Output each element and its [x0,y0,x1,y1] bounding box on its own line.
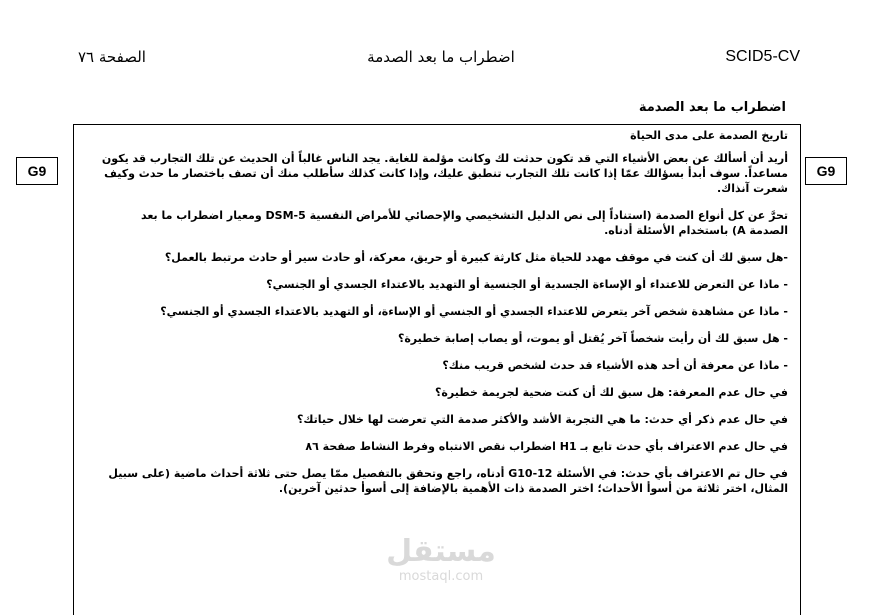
if-none-mentioned: في حال عدم ذكر أي حدث: ما هي التجربة الأشد والأكثر صدمة التي تعرضت لها خلال حياتك؟ [296,413,788,426]
question-5: - ماذا عن معرفة أن أحد هذه الأشياء قد حدث لشخص قريب منك؟ [442,359,788,372]
watermark-arabic: مستقل [386,534,496,569]
question-4: - هل سبق لك أن رأيت شخصاً آخر يُقتل أو يموت، أو يصاب إصابة خطيرة؟ [397,332,788,345]
header-doc-code: SCID5-CV [725,48,800,65]
code-box-left: G9 [16,157,58,185]
code-box-right: G9 [805,157,847,185]
subtitle: تاريخ الصدمة على مدى الحياة [630,129,788,142]
watermark-latin: mostaql.com [398,569,484,584]
question-2: - ماذا عن التعرض للاعتداء أو الإساءة الجسدية أو الجنسية أو التهديد بالاعتداء الجسدي أو الجنسي؟ [266,278,788,291]
if-unknown: في حال عدم المعرفة: هل سبق لك أن كنت ضحية لجريمة خطيرة؟ [435,386,788,399]
question-1: -هل سبق لك أن كنت في موقف مهدد للحياة مثل كارثة كبيرة أو حريق، معركة، أو حادث سير أو حادث مرتبط بالعمل؟ [164,251,788,264]
intro-paragraph: أريد أن أسألك عن بعض الأشياء التي قد تكون حدثت لك وكانت مؤلمة للغاية. يجد الناس غالباً أن الحديث عن تلك التجارب قد يكون مساعداً. سوف أبدأ بسؤالك عمّا إذا كانت تلك التجارب تنطبق عليك، وإذا كانت كذلك سأطلب منك أن تصف باختصار ما حدث وكيف شعرت آنذاك. [101,152,788,195]
watermark-logo [376,535,506,584]
section-title: اضطراب ما بعد الصدمة [638,100,786,115]
question-content [100,128,788,508]
if-event-admitted: في حال تم الاعتراف بأي حدث: في الأسئلة G10-12 أدناه، راجع وتحقق بالتفصيل ممّا يصل حتى ثلاثة أحداث ماضية (على سبيل المثال، اختر ثلاثة من أسوأ الأحداث؛ اختر الصدمة ذات الأهمية بالإضافة إلى أسوأ حدثين آخرين). [108,467,788,495]
if-no-event: في حال عدم الاعتراف بأي حدث تابع بـ H1 اضطراب نقص الانتباه وفرط النشاط صفحة ٨٦ [305,440,788,453]
header-title: اضطراب ما بعد الصدمة [367,48,515,66]
instruction-paragraph: تحرَّ عن كل أنواع الصدمة (استناداً إلى نص الدليل التشخيصي والإحصائي للأمراض النفسية DSM-5 ومعيار اضطراب ما بعد الصدمة A) باستخدام الأسئلة أدناه. [140,209,788,237]
question-3: - ماذا عن مشاهدة شخص آخر يتعرض للاعتداء الجسدي أو الجنسي أو الإساءة، أو التهديد بالاعتداء الجسدي أو الجنسي؟ [160,305,788,318]
header-page-number: الصفحة ٧٦ [78,48,146,66]
